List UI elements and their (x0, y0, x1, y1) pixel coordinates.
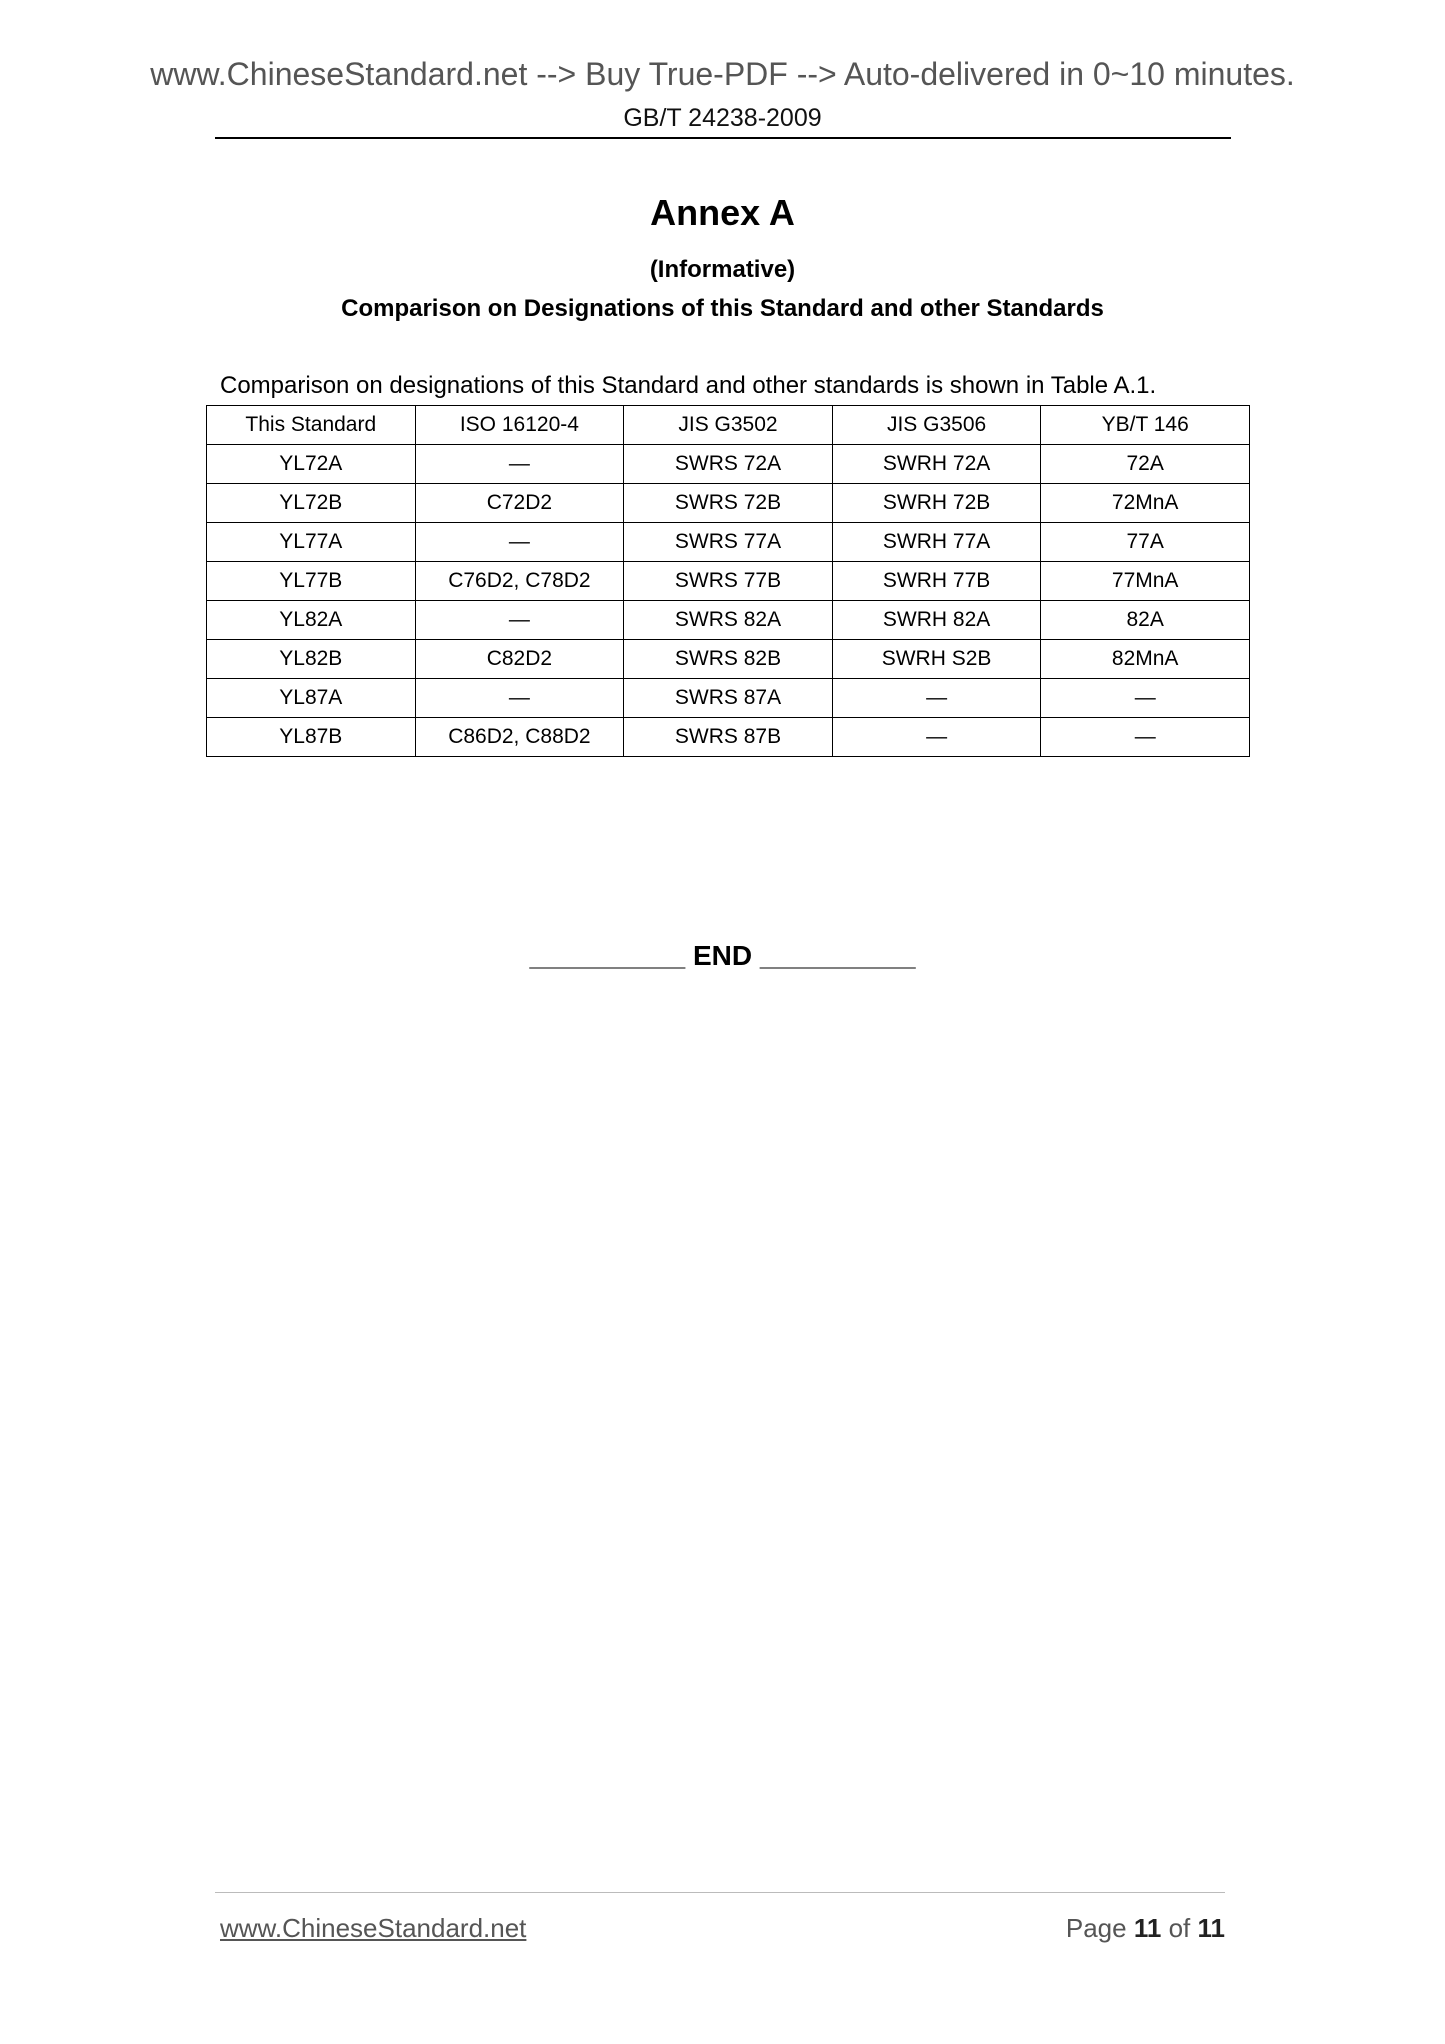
table-cell: SWRS 82A (624, 601, 833, 640)
table-header-cell: JIS G3502 (624, 406, 833, 445)
table-cell: YL77A (207, 523, 416, 562)
table-cell: SWRS 82B (624, 640, 833, 679)
table-cell: SWRH 82A (832, 601, 1041, 640)
annex-title: Annex A (650, 192, 795, 233)
table-cell: YL82B (207, 640, 416, 679)
page-of-label: of (1168, 1913, 1191, 1943)
table-cell: SWRH S2B (832, 640, 1041, 679)
table-cell: 72A (1041, 445, 1250, 484)
table-row (207, 445, 1250, 484)
page-prefix: Page (1065, 1913, 1127, 1943)
table-cell: SWRS 87B (624, 718, 833, 757)
table-row (207, 484, 1250, 523)
table-cell: — (1041, 679, 1250, 718)
table-cell: C82D2 (415, 640, 624, 679)
table-cell: YL87B (207, 718, 416, 757)
table-row (207, 679, 1250, 718)
table-cell: YL77B (207, 562, 416, 601)
table-cell: YL82A (207, 601, 416, 640)
table-header-cell: JIS G3506 (832, 406, 1041, 445)
page-indicator (1066, 1913, 1225, 1944)
table-cell: SWRS 77A (624, 523, 833, 562)
table-cell: YL72B (207, 484, 416, 523)
table-row (207, 601, 1250, 640)
table-header-cell: YB/T 146 (1041, 406, 1250, 445)
header-divider (215, 137, 1231, 139)
table-cell: — (415, 445, 624, 484)
table-cell: YL72A (207, 445, 416, 484)
table-cell: C76D2, C78D2 (415, 562, 624, 601)
table-row (207, 562, 1250, 601)
current-page-number: 11 (1133, 1913, 1162, 1943)
comparison-table (206, 405, 1250, 757)
table-cell: SWRH 77B (832, 562, 1041, 601)
footer-divider (215, 1892, 1225, 1893)
table-cell: C72D2 (415, 484, 624, 523)
annex-caption: Comparison on Designations of this Standard and other Standards (341, 295, 1104, 322)
table-header-row (207, 406, 1250, 445)
table-cell: YL87A (207, 679, 416, 718)
document-code: GB/T 24238-2009 (623, 104, 822, 132)
end-marker: __________ END __________ (529, 940, 916, 971)
table-cell: SWRH 72A (832, 445, 1041, 484)
table-cell: — (1041, 718, 1250, 757)
table-cell: 77A (1041, 523, 1250, 562)
table-cell: 82A (1041, 601, 1250, 640)
table-cell: SWRS 87A (624, 679, 833, 718)
table-row (207, 523, 1250, 562)
table-cell: SWRS 77B (624, 562, 833, 601)
table-cell: — (832, 718, 1041, 757)
table-cell: SWRS 72B (624, 484, 833, 523)
table-cell: — (415, 523, 624, 562)
table-row (207, 718, 1250, 757)
table-cell: — (832, 679, 1041, 718)
table-cell: 72MnA (1041, 484, 1250, 523)
intro-paragraph: Comparison on designations of this Standard and other standards is shown in Table A.1. (220, 372, 1157, 399)
table-cell: — (415, 601, 624, 640)
annex-subtitle: (Informative) (649, 256, 796, 283)
table-cell: SWRS 72A (624, 445, 833, 484)
header-banner[interactable]: www.ChineseStandard.net --> Buy True-PDF --> Auto-delivered in 0~10 minutes. (150, 56, 1295, 92)
table-row (207, 640, 1250, 679)
table-header-cell: This Standard (207, 406, 416, 445)
table-cell: C86D2, C88D2 (415, 718, 624, 757)
footer-website-link[interactable]: www.ChineseStandard.net (220, 1913, 527, 1943)
table-cell: SWRH 77A (832, 523, 1041, 562)
table-cell: SWRH 72B (832, 484, 1041, 523)
table-cell: 77MnA (1041, 562, 1250, 601)
table-header-cell: ISO 16120-4 (415, 406, 624, 445)
table-cell: — (415, 679, 624, 718)
table-cell: 82MnA (1041, 640, 1250, 679)
total-pages-number: 11 (1197, 1913, 1225, 1943)
